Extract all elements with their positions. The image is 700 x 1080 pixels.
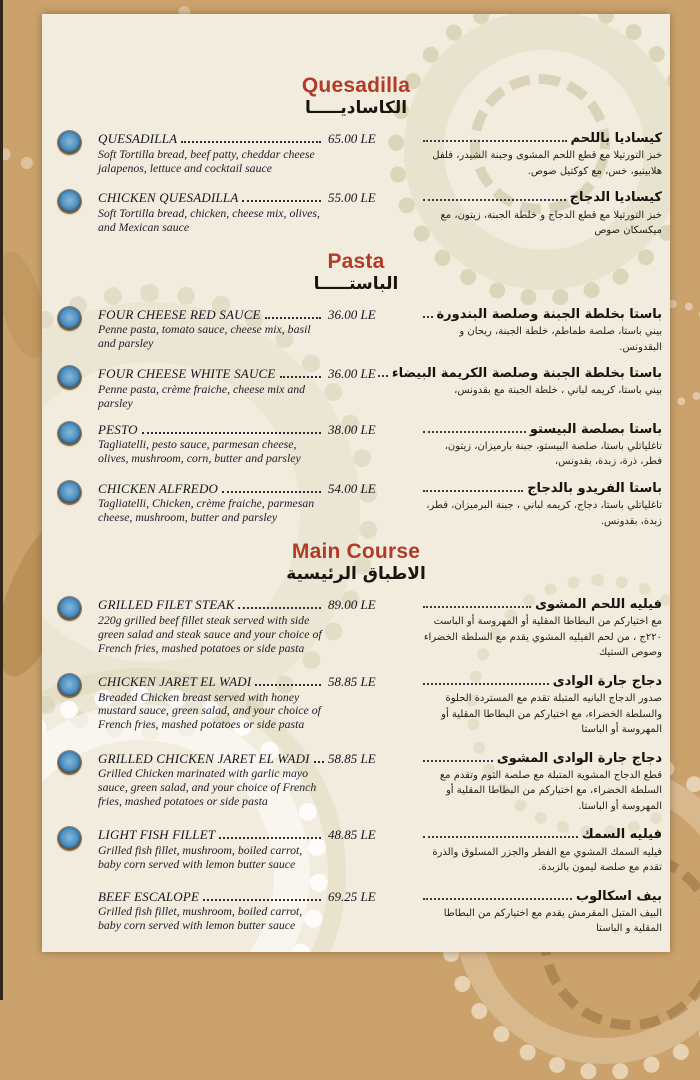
dotted-leader [423, 490, 523, 492]
dotted-leader [423, 140, 567, 142]
brand-seal-icon [58, 751, 81, 774]
item-name-en: CHICKEN ALFREDO [98, 480, 219, 496]
dotted-leader [423, 431, 526, 433]
section-items [42, 131, 670, 239]
item-english-block [98, 190, 324, 238]
menu-item [58, 481, 662, 529]
item-english-block [98, 827, 324, 875]
section-header [42, 74, 670, 119]
item-name-row-ar [420, 307, 662, 323]
section-title-ar: الكاساديـــــا [304, 98, 408, 119]
item-desc-en: Breaded Chicken breast served with honey mustard sauce, green salad, and your choice of French fries, mashed potatoes or side pasta [98, 689, 321, 732]
item-name-ar: باستا الفريدو بالدجاج [527, 480, 662, 496]
item-english-block [98, 751, 324, 815]
item-arabic-block [420, 481, 662, 529]
item-name-row [98, 190, 324, 206]
dotted-leader [242, 200, 321, 202]
badge-cell [58, 131, 94, 179]
brand-seal-icon [58, 481, 81, 504]
item-arabic-block [420, 674, 662, 738]
menu-section [42, 540, 670, 937]
item-english-block [98, 889, 324, 937]
item-name-ar: فيليه اللحم المشوى [535, 597, 662, 613]
dotted-leader [203, 899, 321, 901]
item-name-row-ar [391, 366, 662, 382]
item-name-ar: دجاج جارة الوادى [552, 673, 662, 689]
item-name-en: GRILLED CHICKEN JARET EL WADI [98, 750, 310, 766]
section-title-en: Quesadilla [301, 74, 411, 97]
dotted-leader [219, 837, 321, 839]
badge-cell [58, 674, 94, 738]
item-name-en: QUESADILLA [98, 131, 178, 147]
item-name-row [98, 751, 324, 767]
section-header [42, 540, 670, 585]
item-desc-ar: البيف المتبل المقرمش يقدم مع اختياركم من البطاطا المقلية و الباستا [443, 907, 662, 935]
item-price: 36.00 LE [328, 306, 376, 322]
item-price: 36.00 LE [328, 366, 376, 382]
dotted-leader [423, 316, 433, 318]
item-desc-ar: خبز التورتيلا مع قطع اللحم المشوى وجبنة الشيدر، فلفل هلابينيو، خس، مع كوكتيل صوص. [432, 150, 662, 177]
menu-item [58, 827, 662, 875]
menu-item [58, 307, 662, 355]
menu-item [58, 131, 662, 179]
item-desc-en: Tagliatelli, Chicken, crème fraiche, parmesan cheese, mushroom, butter and parsley [98, 496, 315, 525]
item-name-en: FOUR CHEESE WHITE SAUCE [98, 366, 276, 382]
item-name-ar: باستا بصلصة البيستو [529, 421, 662, 437]
item-price: 55.00 LE [328, 190, 376, 206]
item-name-row-ar [420, 481, 662, 497]
item-arabic-block [420, 131, 662, 179]
item-name-en: CHICKEN QUESADILLA [98, 190, 239, 206]
badge-cell [58, 366, 94, 410]
item-name-row [98, 422, 324, 438]
item-arabic-block [420, 307, 662, 355]
dotted-leader [314, 761, 324, 763]
item-name-row [98, 889, 324, 905]
item-desc-en: Grilled fish fillet, mushroom, boiled carrot, baby corn served with lemon butter sauce [98, 843, 303, 871]
item-arabic-block [420, 422, 662, 470]
item-english-block [98, 366, 324, 410]
badge-cell [58, 751, 94, 815]
brand-seal-icon [58, 597, 81, 620]
badge-cell [58, 481, 94, 529]
item-name-en: CHICKEN JARET EL WADI [98, 673, 252, 689]
brand-seal-icon [58, 827, 81, 850]
section-header [42, 250, 670, 295]
item-name-en: GRILLED FILET STEAK [98, 597, 235, 613]
item-name-row-ar [420, 674, 662, 690]
dotted-leader [181, 141, 321, 143]
section-title-en: Main Course [291, 540, 421, 564]
dotted-leader [280, 376, 321, 378]
item-price: 38.00 LE [328, 421, 376, 437]
item-name-row [98, 674, 324, 690]
item-arabic-block [420, 751, 662, 815]
item-name-en: LIGHT FISH FILLET [98, 827, 216, 843]
item-name-row [98, 481, 324, 497]
item-arabic-block [420, 597, 662, 661]
item-name-row-ar [420, 190, 662, 206]
brand-seal-icon [58, 422, 81, 445]
item-name-ar: دجاج جارة الوادى المشوى [496, 750, 662, 766]
item-name-en: PESTO [98, 421, 138, 437]
item-desc-en: Soft Tortilla bread, beef patty, cheddar cheese jalapenos, lettuce and cocktail sauce [98, 146, 315, 175]
item-desc-ar: فيليه السمك المشوي مع الفطر والجزر المسلوق والذرة تقدم مع صلصة ليمون بالزبدة. [432, 846, 662, 874]
item-price: 48.85 LE [328, 827, 376, 843]
item-desc-ar: تاغلياتلي باستا، دجاج، كريمه لباني ، جبنة البرميزان، فطر، زبدة، بقدونس. [426, 500, 662, 527]
dotted-leader [423, 606, 531, 608]
section-title-ar: الباستـــــا [313, 273, 399, 294]
item-english-block [98, 481, 324, 529]
menu-item [58, 190, 662, 238]
dotted-leader [265, 317, 321, 319]
badge-cell [58, 889, 94, 937]
brand-seal-icon [58, 190, 81, 213]
item-price: 54.00 LE [328, 480, 376, 496]
dotted-leader [423, 760, 493, 762]
item-english-block [98, 674, 324, 738]
item-price: 58.85 LE [328, 673, 376, 689]
item-name-ar: باستا بخلطة الجبنة وصلصة البندورة [436, 306, 662, 322]
item-name-ar: كيساديا الدجاج [569, 190, 662, 206]
menu-item [58, 674, 662, 738]
brand-seal-icon [58, 307, 81, 330]
item-arabic-block [420, 190, 662, 238]
item-name-en: FOUR CHEESE RED SAUCE [98, 306, 261, 322]
dotted-leader [423, 898, 572, 900]
item-name-row [98, 597, 324, 613]
dotted-leader [423, 683, 549, 685]
item-name-row-ar [420, 889, 662, 905]
item-name-row-ar [420, 422, 662, 438]
menu-item [58, 422, 662, 470]
badge-cell [58, 422, 94, 470]
brand-seal-icon [58, 131, 81, 154]
item-name-row [98, 307, 324, 323]
item-name-ar: كيساديا باللحم [570, 131, 662, 147]
page-edge-shadow [0, 0, 3, 1000]
item-name-en: BEEF ESCALOPE [98, 888, 200, 904]
menu-paper [42, 14, 670, 952]
dotted-leader [142, 432, 321, 434]
item-name-row-ar [420, 751, 662, 767]
item-english-block [98, 131, 324, 179]
item-desc-ar: قطع الدجاج المشوية المتبلة مع صلصة الثوم وتقدم مع السلطة الخضراء، مع اختياركم من البطاطا المقلية أو المهروسة أو الباستا. [439, 769, 662, 812]
item-arabic-block [391, 366, 662, 410]
menu-item [58, 597, 662, 661]
menu-item [58, 366, 662, 410]
item-english-block [98, 422, 324, 470]
item-desc-en: Tagliatelli, pesto sauce, parmesan cheese, olives, mushroom, corn, butter and parsley [98, 437, 301, 466]
item-name-row [98, 366, 324, 382]
badge-cell [58, 307, 94, 355]
badge-cell [58, 597, 94, 661]
section-items [42, 597, 670, 937]
badge-cell [58, 190, 94, 238]
item-name-row-ar [420, 827, 662, 843]
item-desc-ar: صدور الدجاج البانيه المتبلة تقدم مع المستردة الحلوة والسلطة الخضراء، مع اختياركم من البطاطا المقلية أو المهروسة أو الباستا [441, 693, 662, 736]
item-arabic-block [420, 889, 662, 937]
section-title-en: Pasta [327, 249, 385, 273]
item-price: 69.25 LE [328, 888, 376, 904]
item-name-row [98, 827, 324, 843]
item-price: 89.00 LE [328, 597, 376, 613]
item-desc-ar: بيني باستا، كريمه لباني ، خلطة الجبنة مع بقدونس، [454, 385, 662, 397]
item-english-block [98, 307, 324, 355]
item-desc-en: 220g grilled beef fillet steak served with side green salad and steak sauce and your choice of French fries, mashed potatoes or side pasta [98, 612, 322, 655]
item-arabic-block [420, 827, 662, 875]
item-name-ar: باستا بخلطة الجبنة وصلصة الكريمة البيضاء [391, 366, 662, 382]
item-desc-en: Grilled fish fillet, mushroom, boiled carrot, baby corn served with lemon butter sauce [98, 904, 303, 933]
brand-seal-icon [58, 674, 81, 697]
item-name-row-ar [420, 597, 662, 613]
menu-section [42, 74, 670, 239]
item-name-ar: بيف اسكالوب [576, 888, 662, 904]
item-desc-en: Penne pasta, crème fraiche, cheese mix and parsley [98, 381, 306, 410]
item-desc-en: Penne pasta, tomato sauce, cheese mix, basil and parsley [98, 322, 311, 351]
item-desc-ar: خبز التورتيلا مع قطع الدجاج و خلطة الجبنة، زيتون، مع ميكسكان صوص [440, 209, 662, 237]
dotted-leader [238, 607, 321, 609]
item-desc-ar: مع اختياركم من البطاطا المقلية أو المهروسة أو الباست ٢٢٠ج ، من لحم الفيليه المشوي يقدم مع السلطة الخضراء وصوص الستيك [423, 616, 662, 659]
item-desc-en: Grilled Chicken marinated with garlic mayo sauce, green salad, and your choice of French fries, mashed potatoes or side pasta [98, 766, 317, 809]
dotted-leader [222, 491, 321, 493]
item-desc-en: Soft Tortilla bread, chicken, cheese mix, olives, and Mexican sauce [98, 206, 320, 234]
dotted-leader [423, 199, 566, 201]
menu-item [58, 751, 662, 815]
item-price: 65.00 LE [328, 131, 376, 147]
dotted-leader [378, 375, 388, 377]
menu-section [42, 250, 670, 529]
item-desc-ar: بيني باستا، صلصة طماطم، خلطة الجبنة، ريحان و البقدونس. [459, 326, 662, 353]
section-items [42, 307, 670, 529]
menu-item [58, 889, 662, 937]
item-desc-ar: تاغلياتلي باستا، صلصة البيستو، جبنة بارميزان، زيتون، فطر، ذرة، زبدة، بقدونس، [444, 440, 662, 468]
item-name-row [98, 131, 324, 147]
dotted-leader [423, 836, 578, 838]
menu-sections [42, 14, 670, 937]
item-name-ar: فيليه السمك [581, 827, 662, 843]
badge-cell [58, 827, 94, 875]
item-english-block [98, 597, 324, 661]
dotted-leader [255, 684, 321, 686]
section-title-ar: الاطباق الرئيسية [286, 564, 426, 585]
item-price: 58.85 LE [328, 750, 376, 766]
brand-seal-icon [58, 366, 81, 389]
item-name-row-ar [420, 131, 662, 147]
